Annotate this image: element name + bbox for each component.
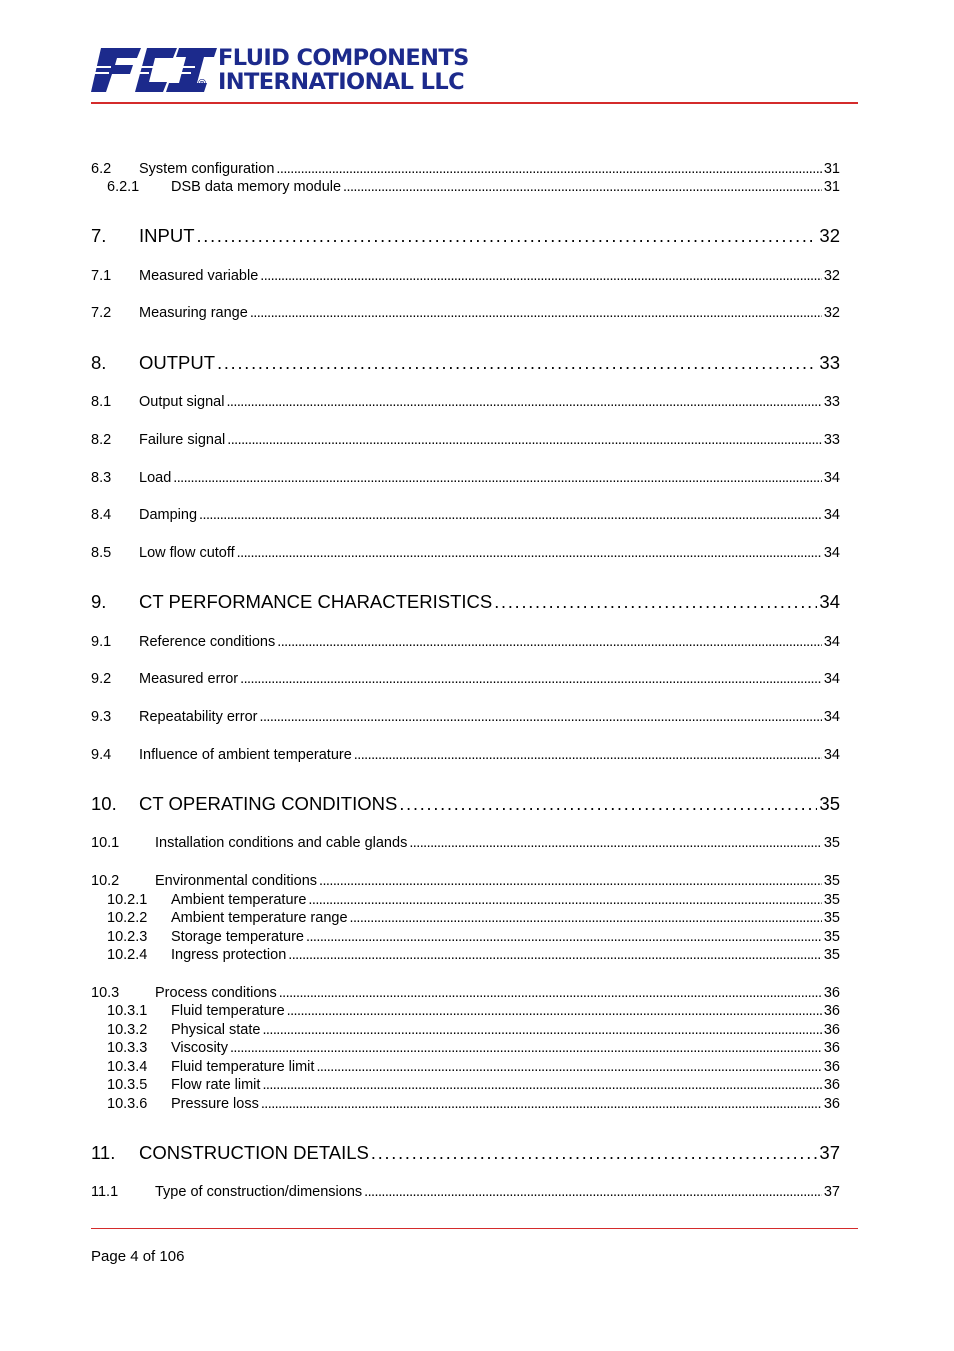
toc-entry-number: 8.4 — [91, 507, 112, 523]
toc-entry[interactable] — [91, 946, 840, 964]
toc-entry-number: 8.3 — [91, 470, 112, 486]
toc-entry-page: 36 — [823, 1040, 840, 1056]
company-name-line1: FLUID COMPONENTS — [218, 45, 469, 71]
toc-entry-number: 7.2 — [91, 305, 112, 321]
toc-entry-page: 34 — [823, 671, 840, 687]
toc-entry[interactable] — [91, 224, 840, 248]
footer-rule — [91, 1228, 858, 1229]
toc-entry-number: 6.2.1 — [107, 179, 140, 195]
toc-entry-title: Measured variable — [139, 268, 259, 284]
toc-entry-number: 10.2.1 — [107, 892, 148, 908]
toc-entry-page: 31 — [823, 161, 840, 177]
toc-entry-title: OUTPUT — [139, 352, 216, 373]
toc-entry[interactable] — [91, 590, 840, 614]
toc-entry-title: DSB data memory module — [171, 179, 342, 195]
toc-entry-number: 10.2.3 — [107, 929, 148, 945]
toc-entry-title: Physical state — [171, 1022, 261, 1038]
header-rule — [91, 102, 858, 104]
toc-entry-page: 34 — [819, 591, 840, 612]
toc-entry-number: 10.3.5 — [107, 1077, 148, 1093]
toc-entry-page: 32 — [823, 268, 840, 284]
toc-entry[interactable] — [91, 891, 840, 909]
toc-dot-leader — [217, 351, 817, 375]
toc-entry-number: 10. — [91, 793, 117, 814]
toc-entry-title: Damping — [139, 507, 198, 523]
toc-entry-page: 35 — [823, 947, 840, 963]
toc-entry-page: 35 — [823, 835, 840, 851]
toc-entry-title: Influence of ambient temperature — [139, 747, 352, 763]
toc-entry[interactable] — [91, 351, 840, 375]
toc-entry-number: 10.2 — [91, 873, 120, 889]
toc-dot-leader — [199, 506, 822, 524]
toc-entry-page: 36 — [823, 1022, 840, 1038]
toc-entry-number: 10.1 — [91, 835, 120, 851]
toc-entry-number: 10.3.3 — [107, 1040, 148, 1056]
toc-entry-page: 36 — [823, 1003, 840, 1019]
toc-entry[interactable] — [91, 304, 840, 322]
toc-entry-page: 36 — [823, 1077, 840, 1093]
toc-entry-number: 9.4 — [91, 747, 112, 763]
toc-entry-number: 10.3.6 — [107, 1096, 148, 1112]
toc-dot-leader — [306, 928, 822, 946]
toc-entry-number: 10.3.1 — [107, 1003, 148, 1019]
toc-entry[interactable] — [91, 1183, 840, 1201]
toc-entry[interactable] — [91, 267, 840, 285]
toc-entry-number: 10.3.2 — [107, 1022, 148, 1038]
toc-entry-page: 35 — [819, 793, 840, 814]
toc-entry-title: Installation conditions and cable glands — [155, 835, 408, 851]
toc-entry[interactable] — [91, 1095, 840, 1113]
toc-entry-page: 34 — [823, 470, 840, 486]
toc-entry[interactable] — [91, 1021, 840, 1039]
toc-entry-title: Fluid temperature — [171, 1003, 285, 1019]
toc-entry-number: 7.1 — [91, 268, 112, 284]
toc-entry[interactable] — [91, 792, 840, 816]
toc-entry[interactable] — [91, 393, 840, 411]
toc-entry[interactable] — [91, 633, 840, 651]
toc-entry-page: 34 — [823, 634, 840, 650]
toc-entry-title: Output signal — [139, 394, 225, 410]
toc-entry-title: Process conditions — [155, 985, 277, 1001]
toc-entry-title: System configuration — [139, 161, 275, 177]
toc-entry-page: 32 — [823, 305, 840, 321]
toc-entry-number: 8. — [91, 352, 107, 373]
toc-entry-number: 9. — [91, 591, 107, 612]
toc-dot-leader — [279, 984, 822, 1002]
toc-entry-title: Measuring range — [139, 305, 248, 321]
toc-entry[interactable] — [91, 670, 840, 688]
toc-entry[interactable] — [91, 544, 840, 562]
toc-entry-page: 35 — [823, 929, 840, 945]
toc-entry[interactable] — [91, 1002, 840, 1020]
toc-dot-leader — [259, 708, 821, 726]
toc-entry[interactable] — [91, 1058, 840, 1076]
toc-entry-page: 36 — [823, 1059, 840, 1075]
toc-dot-leader — [316, 1058, 821, 1076]
toc-entry[interactable] — [91, 506, 840, 524]
toc-dot-leader — [308, 891, 821, 909]
toc-dot-leader — [288, 946, 822, 964]
toc-entry-number: 8.5 — [91, 545, 112, 561]
toc-dot-leader — [260, 267, 822, 285]
toc-dot-leader — [399, 792, 817, 816]
toc-entry-page: 31 — [823, 179, 840, 195]
toc-entry-title: Fluid temperature limit — [171, 1059, 315, 1075]
page-header — [91, 44, 858, 106]
toc-entry[interactable] — [91, 984, 840, 1002]
toc-entry-title: Environmental conditions — [155, 873, 318, 889]
toc-entry-title: Ambient temperature — [171, 892, 307, 908]
toc-dot-leader — [262, 1021, 821, 1039]
toc-entry-title: Low flow cutoff — [139, 545, 235, 561]
toc-entry-number: 7. — [91, 225, 107, 246]
toc-entry-title: CONSTRUCTION DETAILS — [139, 1142, 369, 1163]
toc-entry-page: 36 — [823, 1096, 840, 1112]
page-number: Page 4 of 106 — [91, 1248, 185, 1265]
company-name — [218, 46, 469, 94]
toc-dot-leader — [276, 160, 821, 178]
toc-dot-leader — [250, 304, 822, 322]
toc-dot-leader — [350, 909, 822, 927]
toc-dot-leader — [262, 1076, 821, 1094]
toc-entry[interactable] — [91, 834, 840, 852]
toc-entry-page: 35 — [823, 873, 840, 889]
toc-entry-title: Repeatability error — [139, 709, 258, 725]
toc-entry-title: Measured error — [139, 671, 239, 687]
toc-entry[interactable] — [91, 872, 840, 890]
toc-entry-number: 9.3 — [91, 709, 112, 725]
toc-entry[interactable] — [91, 178, 840, 196]
toc-dot-leader — [230, 1039, 822, 1057]
toc-entry-title: Pressure loss — [171, 1096, 259, 1112]
toc-entry-page: 34 — [823, 747, 840, 763]
toc-entry-page: 37 — [819, 1142, 840, 1163]
toc-entry-page: 36 — [823, 985, 840, 1001]
toc-entry-number: 10.2.2 — [107, 910, 148, 926]
toc-dot-leader — [197, 224, 818, 248]
toc-entry-title: Reference conditions — [139, 634, 276, 650]
toc-entry[interactable] — [91, 1039, 840, 1057]
company-name-line2: INTERNATIONAL LLC — [218, 69, 464, 95]
toc-dot-leader — [227, 431, 822, 449]
toc-entry[interactable] — [91, 160, 840, 178]
toc-entry-page: 35 — [823, 910, 840, 926]
toc-entry-title: Ambient temperature range — [171, 910, 348, 926]
toc-entry[interactable] — [91, 909, 840, 927]
toc-entry-number: 9.2 — [91, 671, 112, 687]
toc-dot-leader — [173, 469, 822, 487]
toc-dot-leader — [277, 633, 822, 651]
toc-entry-title: Load — [139, 470, 172, 486]
toc-entry-page: 34 — [823, 545, 840, 561]
toc-dot-leader — [319, 872, 822, 890]
toc-entry-page: 35 — [823, 892, 840, 908]
toc-dot-leader — [343, 178, 822, 196]
toc-entry-title: CT PERFORMANCE CHARACTERISTICS — [139, 591, 493, 612]
toc-entry[interactable] — [91, 469, 840, 487]
toc-entry-number: 9.1 — [91, 634, 112, 650]
toc-entry-title: Viscosity — [171, 1040, 228, 1056]
toc-entry-number: 10.3.4 — [107, 1059, 148, 1075]
toc-entry-number: 10.3 — [91, 985, 120, 1001]
toc-entry[interactable] — [91, 708, 840, 726]
toc-entry-number: 11. — [91, 1142, 116, 1163]
toc-entry-title: Storage temperature — [171, 929, 304, 945]
toc-dot-leader — [287, 1002, 822, 1020]
toc-entry-page: 34 — [823, 507, 840, 523]
registered-mark: ® — [198, 78, 207, 90]
toc-entry-title: INPUT — [139, 225, 195, 246]
toc-entry[interactable] — [91, 1076, 840, 1094]
toc-entry-page: 32 — [819, 225, 840, 246]
toc-entry[interactable] — [91, 746, 840, 764]
toc-entry-page: 33 — [823, 432, 840, 448]
toc-entry-number: 8.1 — [91, 394, 112, 410]
toc-entry-number: 10.2.4 — [107, 947, 148, 963]
toc-dot-leader — [226, 393, 821, 411]
toc-entry-title: CT OPERATING CONDITIONS — [139, 793, 398, 814]
toc-dot-leader — [240, 670, 822, 688]
toc-dot-leader — [237, 544, 822, 562]
toc-entry-page: 37 — [823, 1184, 840, 1200]
toc-entry[interactable] — [91, 928, 840, 946]
toc-dot-leader — [494, 590, 817, 614]
toc-entry-number: 8.2 — [91, 432, 112, 448]
toc-dot-leader — [354, 746, 822, 764]
toc-entry-title: Flow rate limit — [171, 1077, 261, 1093]
toc-dot-leader — [409, 834, 822, 852]
toc-entry[interactable] — [91, 431, 840, 449]
toc-dot-leader — [261, 1095, 822, 1113]
toc-entry[interactable] — [91, 1141, 840, 1165]
toc-entry-number: 6.2 — [91, 161, 112, 177]
toc-entry-title: Failure signal — [139, 432, 226, 448]
toc-entry-page: 33 — [819, 352, 840, 373]
toc-entry-page: 34 — [823, 709, 840, 725]
toc-entry-title: Type of construction/dimensions — [155, 1184, 363, 1200]
toc-entry-number: 11.1 — [91, 1184, 119, 1200]
toc-entry-title: Ingress protection — [171, 947, 287, 963]
toc-dot-leader — [364, 1183, 822, 1201]
toc-dot-leader — [371, 1141, 818, 1165]
toc-entry-page: 33 — [823, 394, 840, 410]
